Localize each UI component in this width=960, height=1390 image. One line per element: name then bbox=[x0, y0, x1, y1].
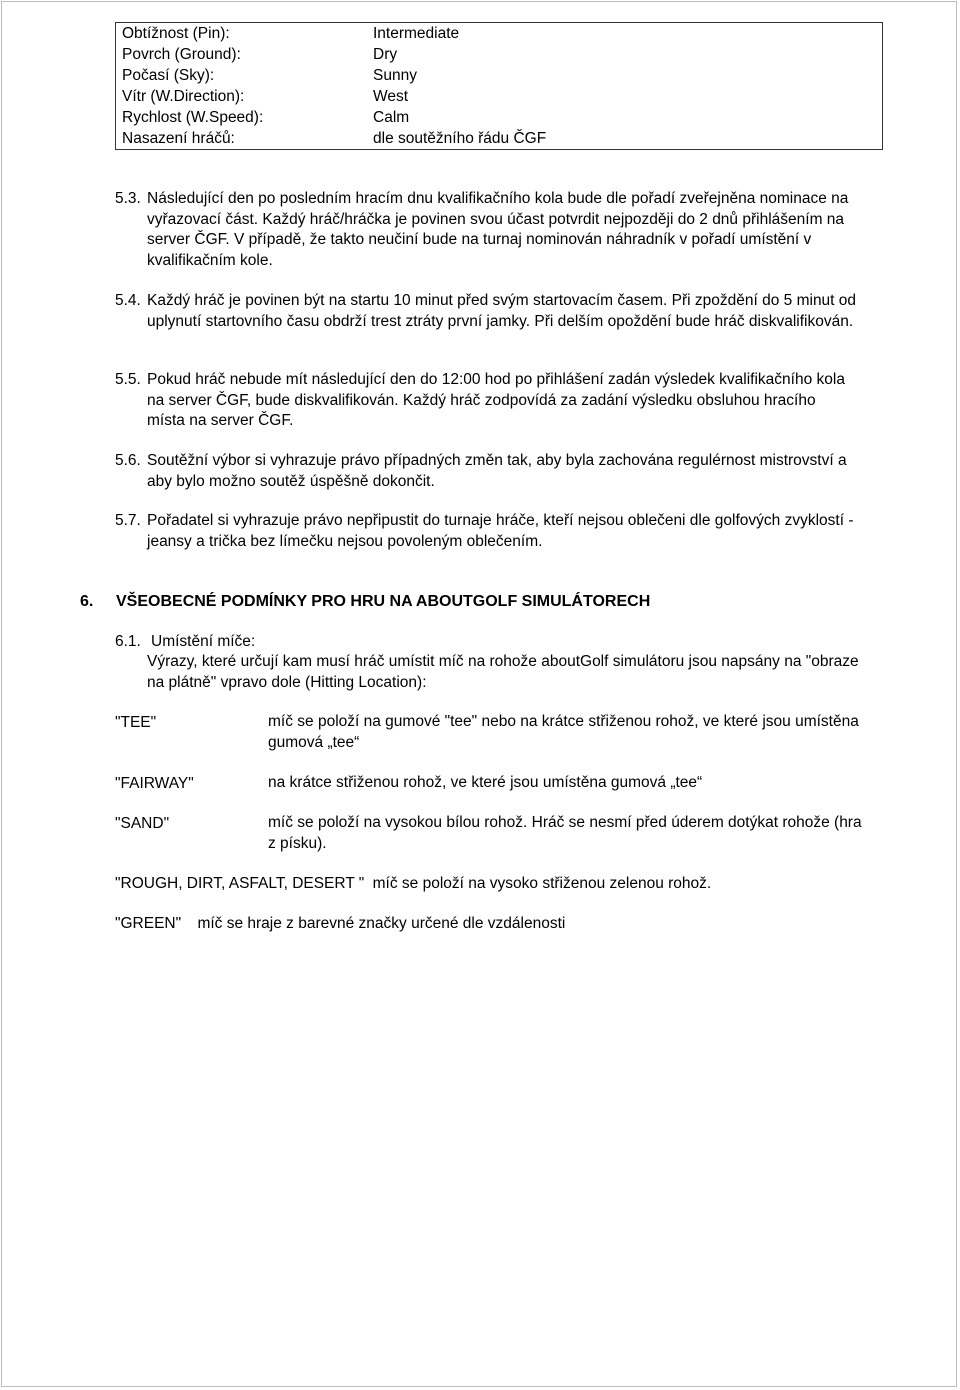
term-rough-definition: míč se položí na vysoko střiženou zelenou rohož. bbox=[372, 875, 712, 892]
section-text-5-4: Každý hráč je povinen být na startu 10 minut před svým startovacím časem. Při zpoždění do 5 minut od uplynutí startovního času obdrží trest ztráty první jamky. Při delším opoždění bude hráč diskvalifikován. bbox=[147, 292, 857, 330]
heading-number-6: 6. bbox=[80, 593, 94, 610]
table-value-wind-speed: Calm bbox=[373, 109, 410, 126]
section-text-5-7: Pořadatel si vyhrazuje právo nepřipustit do turnaje hráče, kteří nejsou oblečeni dle golfových zvyklostí - jeansy a trička bez límečku nejsou povoleným oblečením. bbox=[147, 512, 854, 550]
section-number-5-3: 5.3. bbox=[115, 190, 141, 207]
section-text-5-5: Pokud hráč nebude mít následující den do 12:00 hod po přihlášení zadán výsledek kvalifikačního kola na server ČGF, bude diskvalifikován. Každý hráč zodpovídá za zadání výsledku obsluhou hracího místa na server ČGF. bbox=[147, 371, 845, 429]
table-value-sky: Sunny bbox=[373, 67, 417, 84]
table-label-wind-direction: Vítr (W.Direction): bbox=[122, 88, 245, 105]
table-label-ground: Povrch (Ground): bbox=[122, 46, 241, 63]
term-tee: "TEE" bbox=[115, 714, 157, 731]
subsection-title-6-1: Umístění míče: bbox=[151, 633, 256, 650]
term-green-line bbox=[115, 913, 565, 934]
term-sand: "SAND" bbox=[115, 815, 170, 832]
term-green-definition: míč se hraje z barevné značky určené dle vzdálenosti bbox=[197, 915, 566, 932]
subsection-number-6-1: 6.1. bbox=[115, 633, 141, 650]
table-value-pin: Intermediate bbox=[373, 25, 460, 42]
table-value-wind-direction: West bbox=[373, 88, 409, 105]
heading-title-6: VŠEOBECNÉ PODMÍNKY PRO HRU NA ABOUTGOLF SIMULÁTORECH bbox=[116, 593, 651, 610]
table-label-pin: Obtížnost (Pin): bbox=[122, 25, 230, 42]
section-number-5-5: 5.5. bbox=[115, 371, 141, 388]
term-fairway-definition: na krátce střiženou rohož, ve které jsou umístěna gumová „tee“ bbox=[268, 774, 703, 791]
term-tee-definition: míč se položí na gumové "tee" nebo na krátce střiženou rohož, ve které jsou umístěna gumová „tee“ bbox=[268, 713, 859, 751]
section-number-5-7: 5.7. bbox=[115, 512, 141, 529]
term-rough: "ROUGH, DIRT, ASFALT, DESERT " bbox=[115, 875, 365, 892]
section-text-5-6: Soutěžní výbor si vyhrazuje právo případných změn tak, aby byla zachována regulérnost mistrovství a aby bylo možno soutěž úspěšně dokončit. bbox=[147, 452, 847, 490]
table-value-seeding: dle soutěžního řádu ČGF bbox=[373, 130, 547, 147]
term-green: "GREEN" bbox=[115, 915, 182, 932]
subsection-text-6-1: Výrazy, které určují kam musí hráč umístit míč na rohože aboutGolf simulátoru jsou napsány na "obraze na plátně" vpravo dole (Hitting Location): bbox=[147, 653, 859, 691]
table-label-sky: Počasí (Sky): bbox=[122, 67, 215, 84]
section-number-5-6: 5.6. bbox=[115, 452, 141, 469]
table-label-seeding: Nasazení hráčů: bbox=[122, 130, 235, 147]
table-value-ground: Dry bbox=[373, 46, 398, 63]
term-sand-definition: míč se položí na vysokou bílou rohož. Hráč se nesmí před úderem dotýkat rohože (hra z písku). bbox=[268, 814, 862, 852]
conditions-table bbox=[115, 22, 883, 150]
term-fairway: "FAIRWAY" bbox=[115, 775, 194, 792]
table-label-wind-speed: Rychlost (W.Speed): bbox=[122, 109, 264, 126]
section-text-5-3: Následující den po posledním hracím dnu kvalifikačního kola bude dle pořadí zveřejněna nominace na vyřazovací část. Každý hráč/hráčka je povinen svou účast potvrdit nejpozději do 2 dnů přihlášením na server ČGF. V případě, že takto neučiní bude na turnaj nominován náhradník v pořadí umístění v kvalifikačním kole. bbox=[147, 190, 849, 269]
term-rough-line bbox=[115, 873, 711, 894]
section-number-5-4: 5.4. bbox=[115, 292, 141, 309]
